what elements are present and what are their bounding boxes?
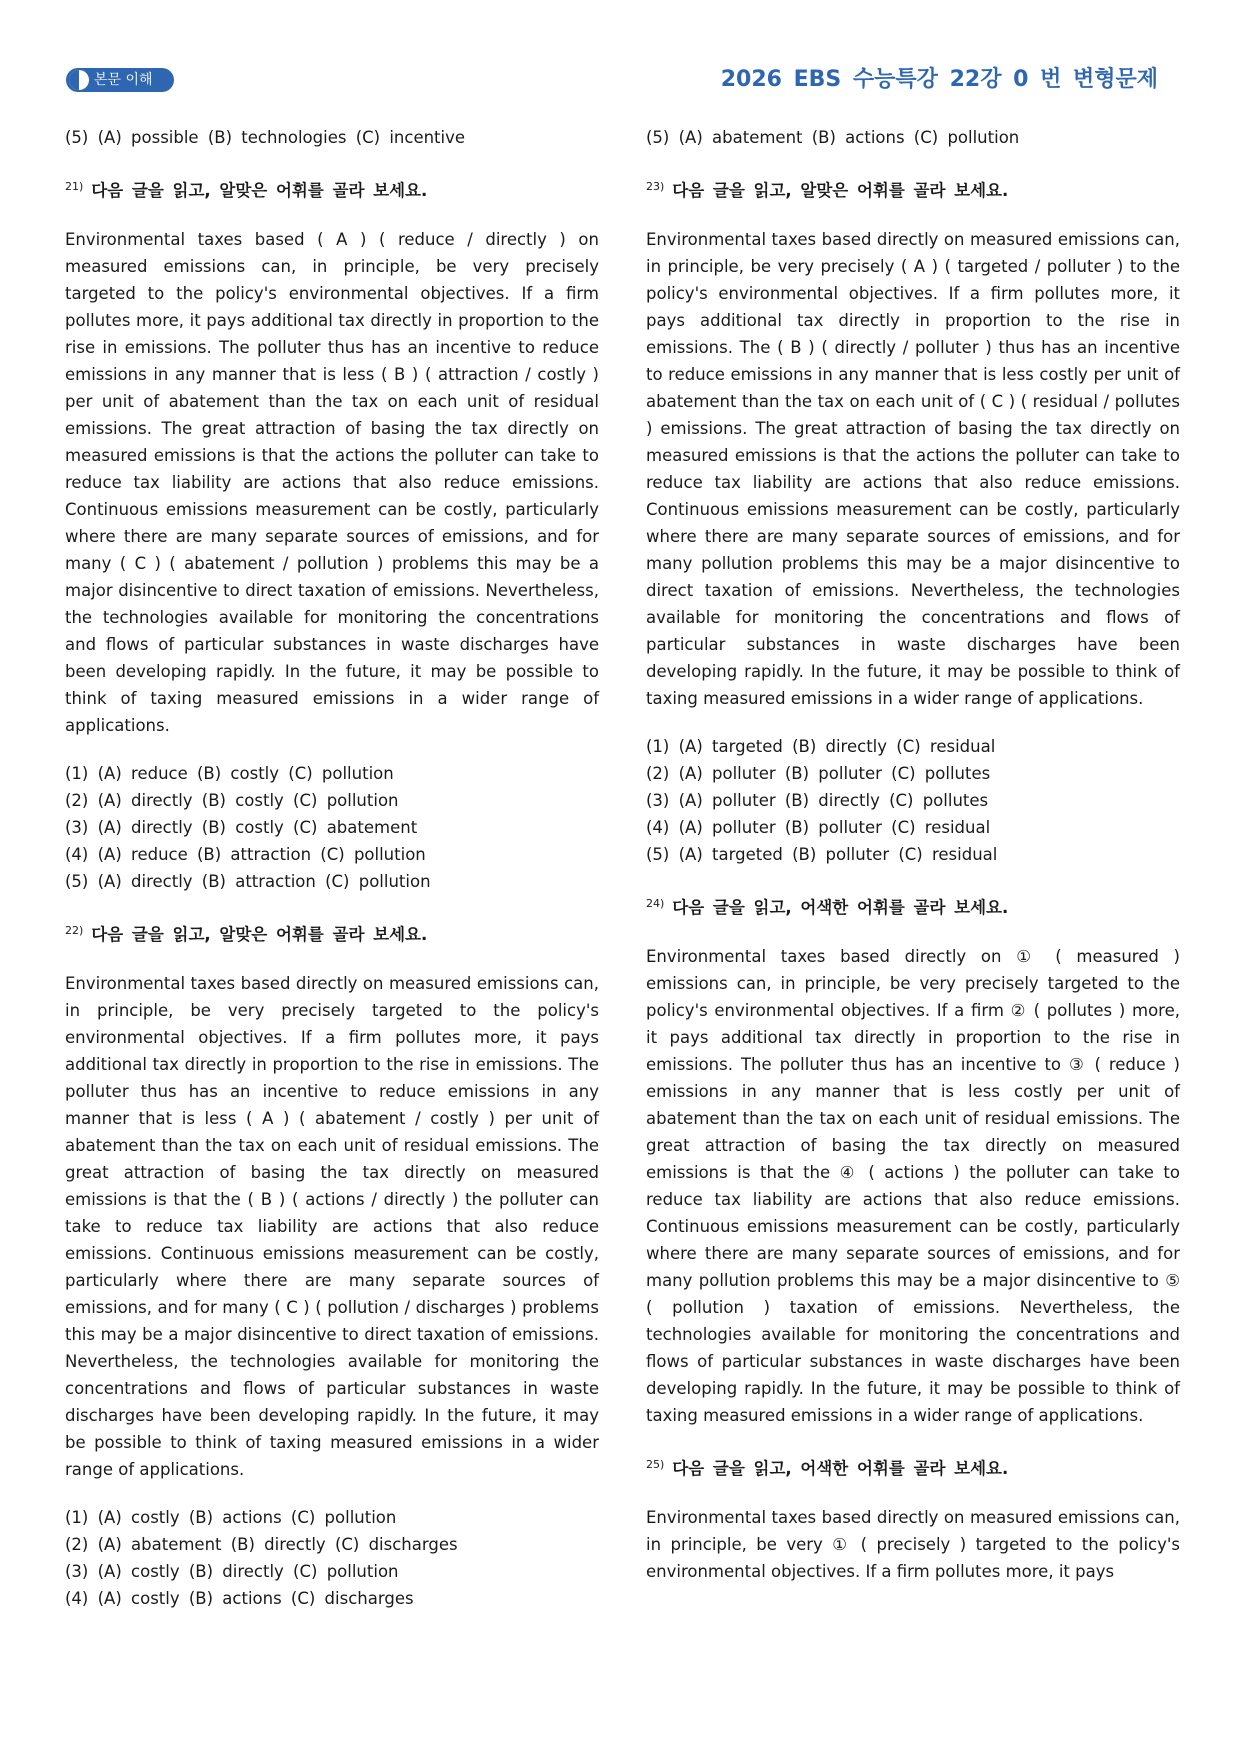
question-instruction: 다음 글을 읽고, 알맞은 어휘를 골라 보세요. <box>672 181 1009 200</box>
question-number: 25) <box>646 1458 665 1471</box>
question-number: 23) <box>646 180 665 193</box>
section-badge <box>66 68 174 92</box>
question-24-heading <box>646 894 1180 918</box>
question-number: 22) <box>65 924 84 937</box>
answer-option: (4) (A) costly (B) actions (C) discharges <box>65 1589 414 1608</box>
badge-label: 본문 이해 <box>94 72 153 88</box>
question-instruction: 다음 글을 읽고, 어색한 어휘를 골라 보세요. <box>672 898 1009 917</box>
answer-option: (3) (A) directly (B) costly (C) abatement <box>65 818 418 837</box>
answer-option: (2) (A) abatement (B) directly (C) discharges <box>65 1535 458 1554</box>
page-title: 2026 EBS 수능특강 22강 0 번 변형문제 <box>720 67 1158 92</box>
answer-option: (5) (A) possible (B) technologies (C) incentive <box>65 128 466 147</box>
question-23-options <box>646 733 1180 868</box>
answer-option: (4) (A) polluter (B) polluter (C) residual <box>646 818 991 837</box>
question-number: 21) <box>65 180 84 193</box>
question-number: 24) <box>646 897 665 910</box>
left-column <box>65 124 599 1612</box>
answer-option: (2) (A) directly (B) costly (C) pollution <box>65 791 399 810</box>
answer-option: (1) (A) reduce (B) costly (C) pollution <box>65 764 394 783</box>
answer-option: (5) (A) targeted (B) polluter (C) residual <box>646 845 998 864</box>
question-24-passage: Environmental taxes based directly on ① ( measured ) emissions can, in principle, be very precisely targeted to the policy's environmental objectives. If a firm ② ( pollutes ) more, it pays additional tax directly in proportion to the rise in emissions. The polluter thus has an incentive to ③ ( reduce ) emissions in any manner that is less costly per unit of abatement than the tax on each unit of residual emissions. The great attraction of basing the tax directly on measured emissions is that the ④ ( actions ) the polluter can take to reduce tax liability are actions that also reduce emissions. Continuous emissions measurement can be costly, particularly where there are many separate sources of emissions, and for many pollution problems this may be a major disincentive to ⑤ ( pollution ) taxation of emissions. Nevertheless, the technologies available for monitoring the concentrations and flows of particular substances in waste discharges have been developing rapidly. In the future, it may be possible to think of taxing measured emissions in a wider range of applications. <box>646 947 1180 1425</box>
answer-option: (5) (A) directly (B) attraction (C) pollution <box>65 872 431 891</box>
answer-option: (5) (A) abatement (B) actions (C) pollution <box>646 128 1020 147</box>
right-column <box>646 124 1180 1606</box>
question-23-passage: Environmental taxes based directly on measured emissions can, in principle, be very precisely ( A ) ( targeted / polluter ) to the policy's environmental objectives. If a firm pollutes more, it pays additional tax directly in proportion to the rise in emissions. The ( B ) ( directly / polluter ) thus has an incentive to reduce emissions in any manner that is less costly per unit of abatement than the tax on each unit of ( C ) ( residual / pollutes ) emissions. The great attraction of basing the tax directly on measured emissions is that the actions the polluter can take to reduce tax liability are actions that also reduce emissions. Continuous emissions measurement can be costly, particularly where there are many separate sources of emissions, and for many pollution problems this may be a major disincentive to direct taxation of emissions. Nevertheless, the technologies available for monitoring the concentrations and flows of particular substances in waste discharges have been developing rapidly. In the future, it may be possible to think of taxing measured emissions in a wider range of applications. <box>646 230 1180 708</box>
question-21-heading <box>65 177 599 201</box>
question-21-passage: Environmental taxes based ( A ) ( reduce / directly ) on measured emissions can, in principle, be very precisely targeted to the policy's environmental objectives. If a firm pollutes more, it pays additional tax directly in proportion to the rise in emissions. The polluter thus has an incentive to reduce emissions in any manner that is less ( B ) ( attraction / costly ) per unit of abatement than the tax on each unit of residual emissions. The great attraction of basing the tax directly on measured emissions is that the actions the polluter can take to reduce tax liability are actions that also reduce emissions. Continuous emissions measurement can be costly, particularly where there are many separate sources of emissions, and for many ( C ) ( abatement / pollution ) problems this may be a major disincentive to direct taxation of emissions. Nevertheless, the technologies available for monitoring the concentrations and flows of particular substances in waste discharges have been developing rapidly. In the future, it may be possible to think of taxing measured emissions in a wider range of applications. <box>65 230 599 735</box>
question-instruction: 다음 글을 읽고, 알맞은 어휘를 골라 보세요. <box>91 925 428 944</box>
answer-option: (2) (A) polluter (B) polluter (C) pollutes <box>646 764 991 783</box>
answer-option: (4) (A) reduce (B) attraction (C) pollution <box>65 845 426 864</box>
answer-option: (1) (A) targeted (B) directly (C) residual <box>646 737 996 756</box>
question-22-passage: Environmental taxes based directly on measured emissions can, in principle, be very precisely targeted to the policy's environmental objectives. If a firm pollutes more, it pays additional tax directly in proportion to the rise in emissions. The polluter thus has an incentive to reduce emissions in any manner that is less ( A ) ( abatement / costly ) per unit of abatement than the tax on each unit of residual emissions. The great attraction of basing the tax directly on measured emissions is that the ( B ) ( actions / directly ) the polluter can take to reduce tax liability are actions that also reduce emissions. Continuous emissions measurement can be costly, particularly where there are many separate sources of emissions, and for many ( C ) ( pollution / discharges ) problems this may be a major disincentive to direct taxation of emissions. Nevertheless, the technologies available for monitoring the concentrations and flows of particular substances in waste discharges have been developing rapidly. In the future, it may be possible to think of taxing measured emissions in a wider range of applications. <box>65 974 599 1479</box>
question-21-options <box>65 760 599 895</box>
question-25-heading <box>646 1455 1180 1479</box>
question-22-options <box>65 1504 599 1612</box>
answer-option: (3) (A) polluter (B) directly (C) pollutes <box>646 791 989 810</box>
question-23-heading <box>646 177 1180 201</box>
question-instruction: 다음 글을 읽고, 어색한 어휘를 골라 보세요. <box>672 1459 1009 1478</box>
answer-option: (1) (A) costly (B) actions (C) pollution <box>65 1508 397 1527</box>
half-circle-icon <box>69 70 89 90</box>
page-header <box>66 60 1158 100</box>
answer-option: (3) (A) costly (B) directly (C) pollution <box>65 1562 399 1581</box>
question-22-heading <box>65 921 599 945</box>
question-25-passage: Environmental taxes based directly on measured emissions can, in principle, be very ① ( precisely ) targeted to the policy's environmental objectives. If a firm pollutes more, it pays <box>646 1508 1180 1581</box>
question-instruction: 다음 글을 읽고, 알맞은 어휘를 골라 보세요. <box>91 181 428 200</box>
